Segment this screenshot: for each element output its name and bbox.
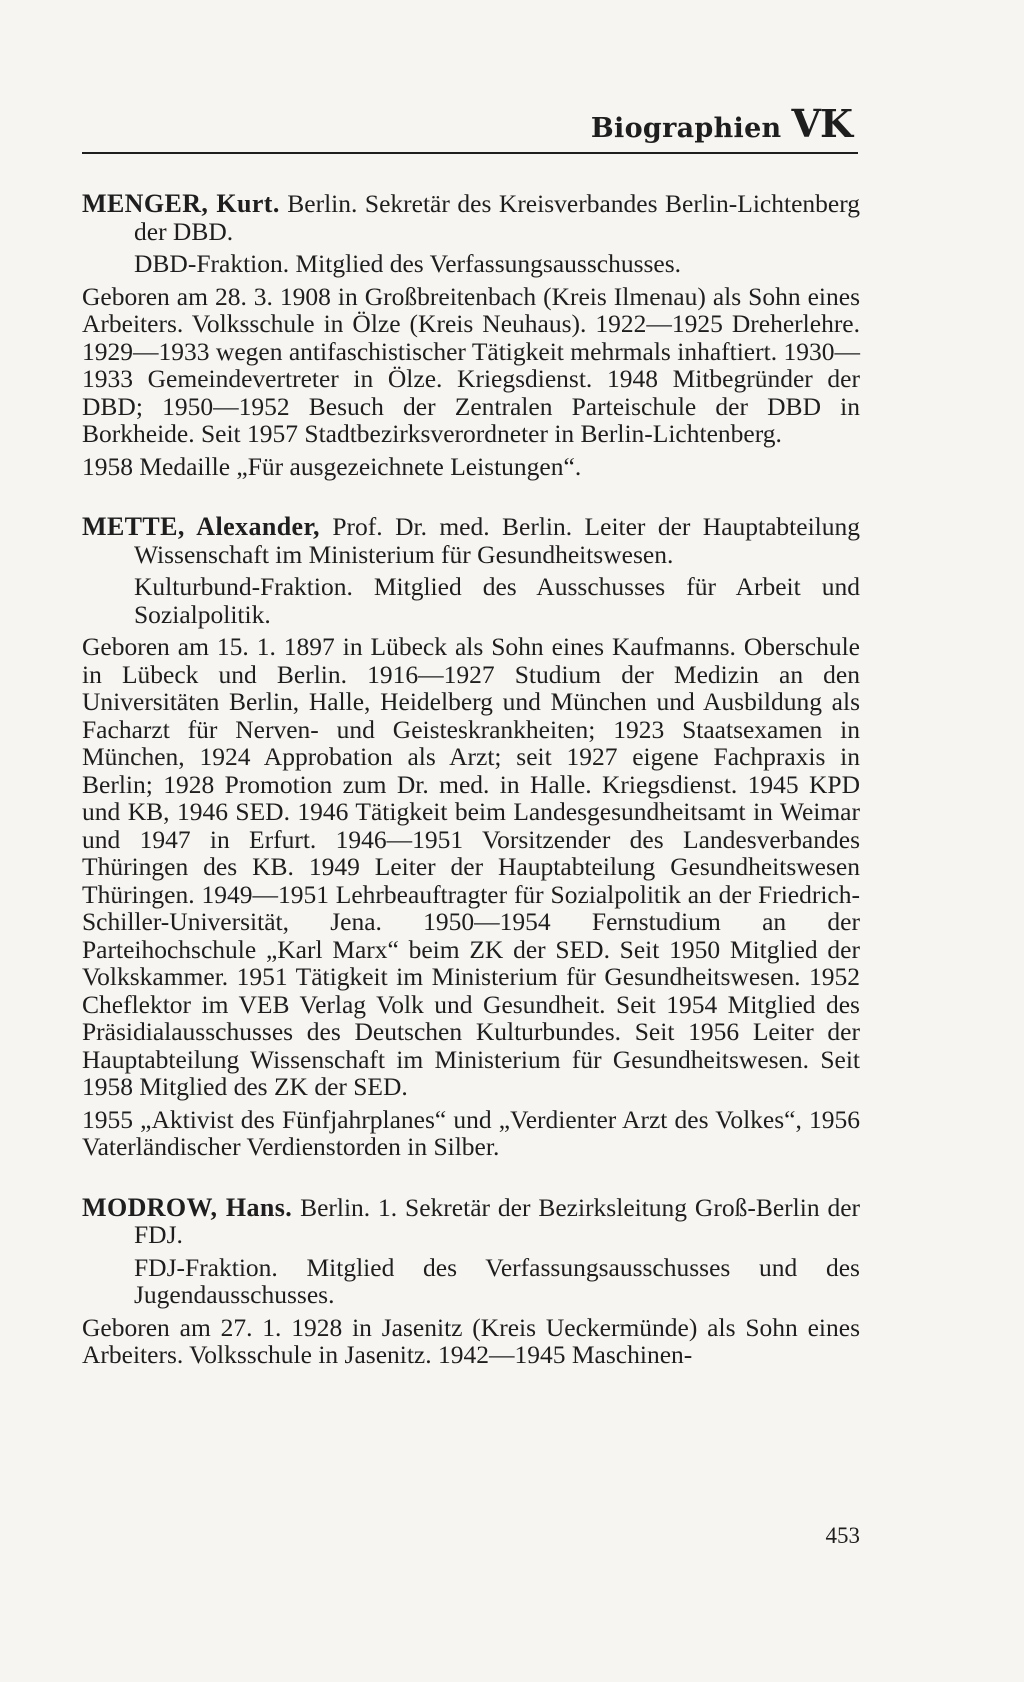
entry-bio: Geboren am 28. 3. 1908 in Großbreitenbach (Kreis Ilmenau) als Sohn eines Arbeiters. Volksschule in Ölze (Kreis Neuhaus). 1922—1925 Dreherlehre. 1929—1933 wegen antifaschistischer Tätigkeit mehrmals inhaftiert. 1930—1933 Gemeindevertreter in Ölze. Kriegsdienst. 1948 Mitbegründer der DBD; 1950—1952 Besuch der Zentralen Parteischule der DBD in Borkheide. Seit 1957 Stadtbezirksverordneter in Berlin-Lichtenberg.	[82, 281, 860, 448]
entry-heading	[82, 1194, 860, 1249]
entry-bio: Geboren am 27. 1. 1928 in Jasenitz (Kreis Ueckermünde) als Sohn eines Arbeiters. Volksschule in Jasenitz. 1942—1945 Maschinen-	[82, 1312, 860, 1369]
entry-role: Prof. Dr. med. Berlin. Leiter der Hauptabteilung Wissenschaft im Ministerium für Gesundheitswesen.	[134, 512, 860, 569]
biography-entry	[82, 190, 860, 480]
header-title: Biographien	[590, 113, 782, 144]
entry-awards: 1955 „Aktivist des Fünfjahrplanes“ und „Verdienter Arzt des Volkes“, 1956 Vaterländischer Verdienstorden in Silber.	[82, 1104, 860, 1161]
entry-heading	[82, 513, 860, 568]
entry-name: MODROW, Hans.	[82, 1192, 293, 1222]
entry-role: Berlin. Sekretär des Kreisverbandes Berlin-Lichtenberg der DBD.	[134, 189, 860, 246]
header-section: VK	[791, 101, 852, 146]
biography-entry	[82, 1194, 860, 1369]
biography-entry	[82, 513, 860, 1161]
entry-name: METTE, Alexander,	[82, 512, 320, 541]
entry-bio: Geboren am 15. 1. 1897 in Lübeck als Sohn eines Kaufmanns. Oberschule in Lübeck und Berlin. 1916—1927 Studium der Medizin an den Universitäten Berlin, Halle, Heidelberg und München und Ausbildung als Facharzt für Nerven- und Geisteskrankheiten; 1923 Staatsexamen in München, 1924 Approbation als Arzt; seit 1927 eigene Fachpraxis in Berlin; 1928 Promotion zum Dr. med. in Halle. Kriegsdienst. 1945 KPD und KB, 1946 SED. 1946 Tätigkeit beim Landesgesundheitsamt in Weimar und 1947 in Erfurt. 1946—1951 Vorsitzender des Landesverbandes Thüringen des KB. 1949 Leiter der Hauptabteilung Gesundheitswesen Thüringen. 1949—1951 Lehrbeauftragter für Sozialpolitik an der Friedrich-Schiller-Universität, Jena. 1950—1954 Fernstudium an der Parteihochschule „Karl Marx“ beim ZK der SED. Seit 1950 Mitglied der Volkskammer. 1951 Tätigkeit im Ministerium für Gesundheitswesen. 1952 Cheflektor im VEB Verlag Volk und Gesundheit. Seit 1954 Mitglied des Präsidialausschusses des Deutschen Kulturbundes. Seit 1956 Leiter der Hauptabteilung Wissenschaft im Ministerium für Gesundheitswesen. Seit 1958 Mitglied des ZK der SED.	[82, 632, 860, 1101]
entry-role: Berlin. 1. Sekretär der Bezirksleitung Groß-Berlin der FDJ.	[134, 1192, 861, 1249]
entry-heading	[82, 190, 860, 245]
entry-awards: 1958 Medaille „Für ausgezeichnete Leistungen“.	[82, 451, 582, 481]
page-number: 453	[825, 1523, 860, 1548]
running-header	[82, 101, 858, 154]
entry-faction: DBD-Fraktion. Mitglied des Verfassungsausschusses.	[134, 249, 682, 278]
entry-faction: Kulturbund-Fraktion. Mitglied des Ausschusses für Arbeit und Sozialpolitik.	[134, 572, 860, 629]
biography-list	[82, 190, 860, 1402]
entry-name: MENGER, Kurt.	[82, 189, 280, 218]
entry-faction: FDJ-Fraktion. Mitglied des Verfassungsausschusses und des Jugendausschusses.	[134, 1252, 860, 1309]
